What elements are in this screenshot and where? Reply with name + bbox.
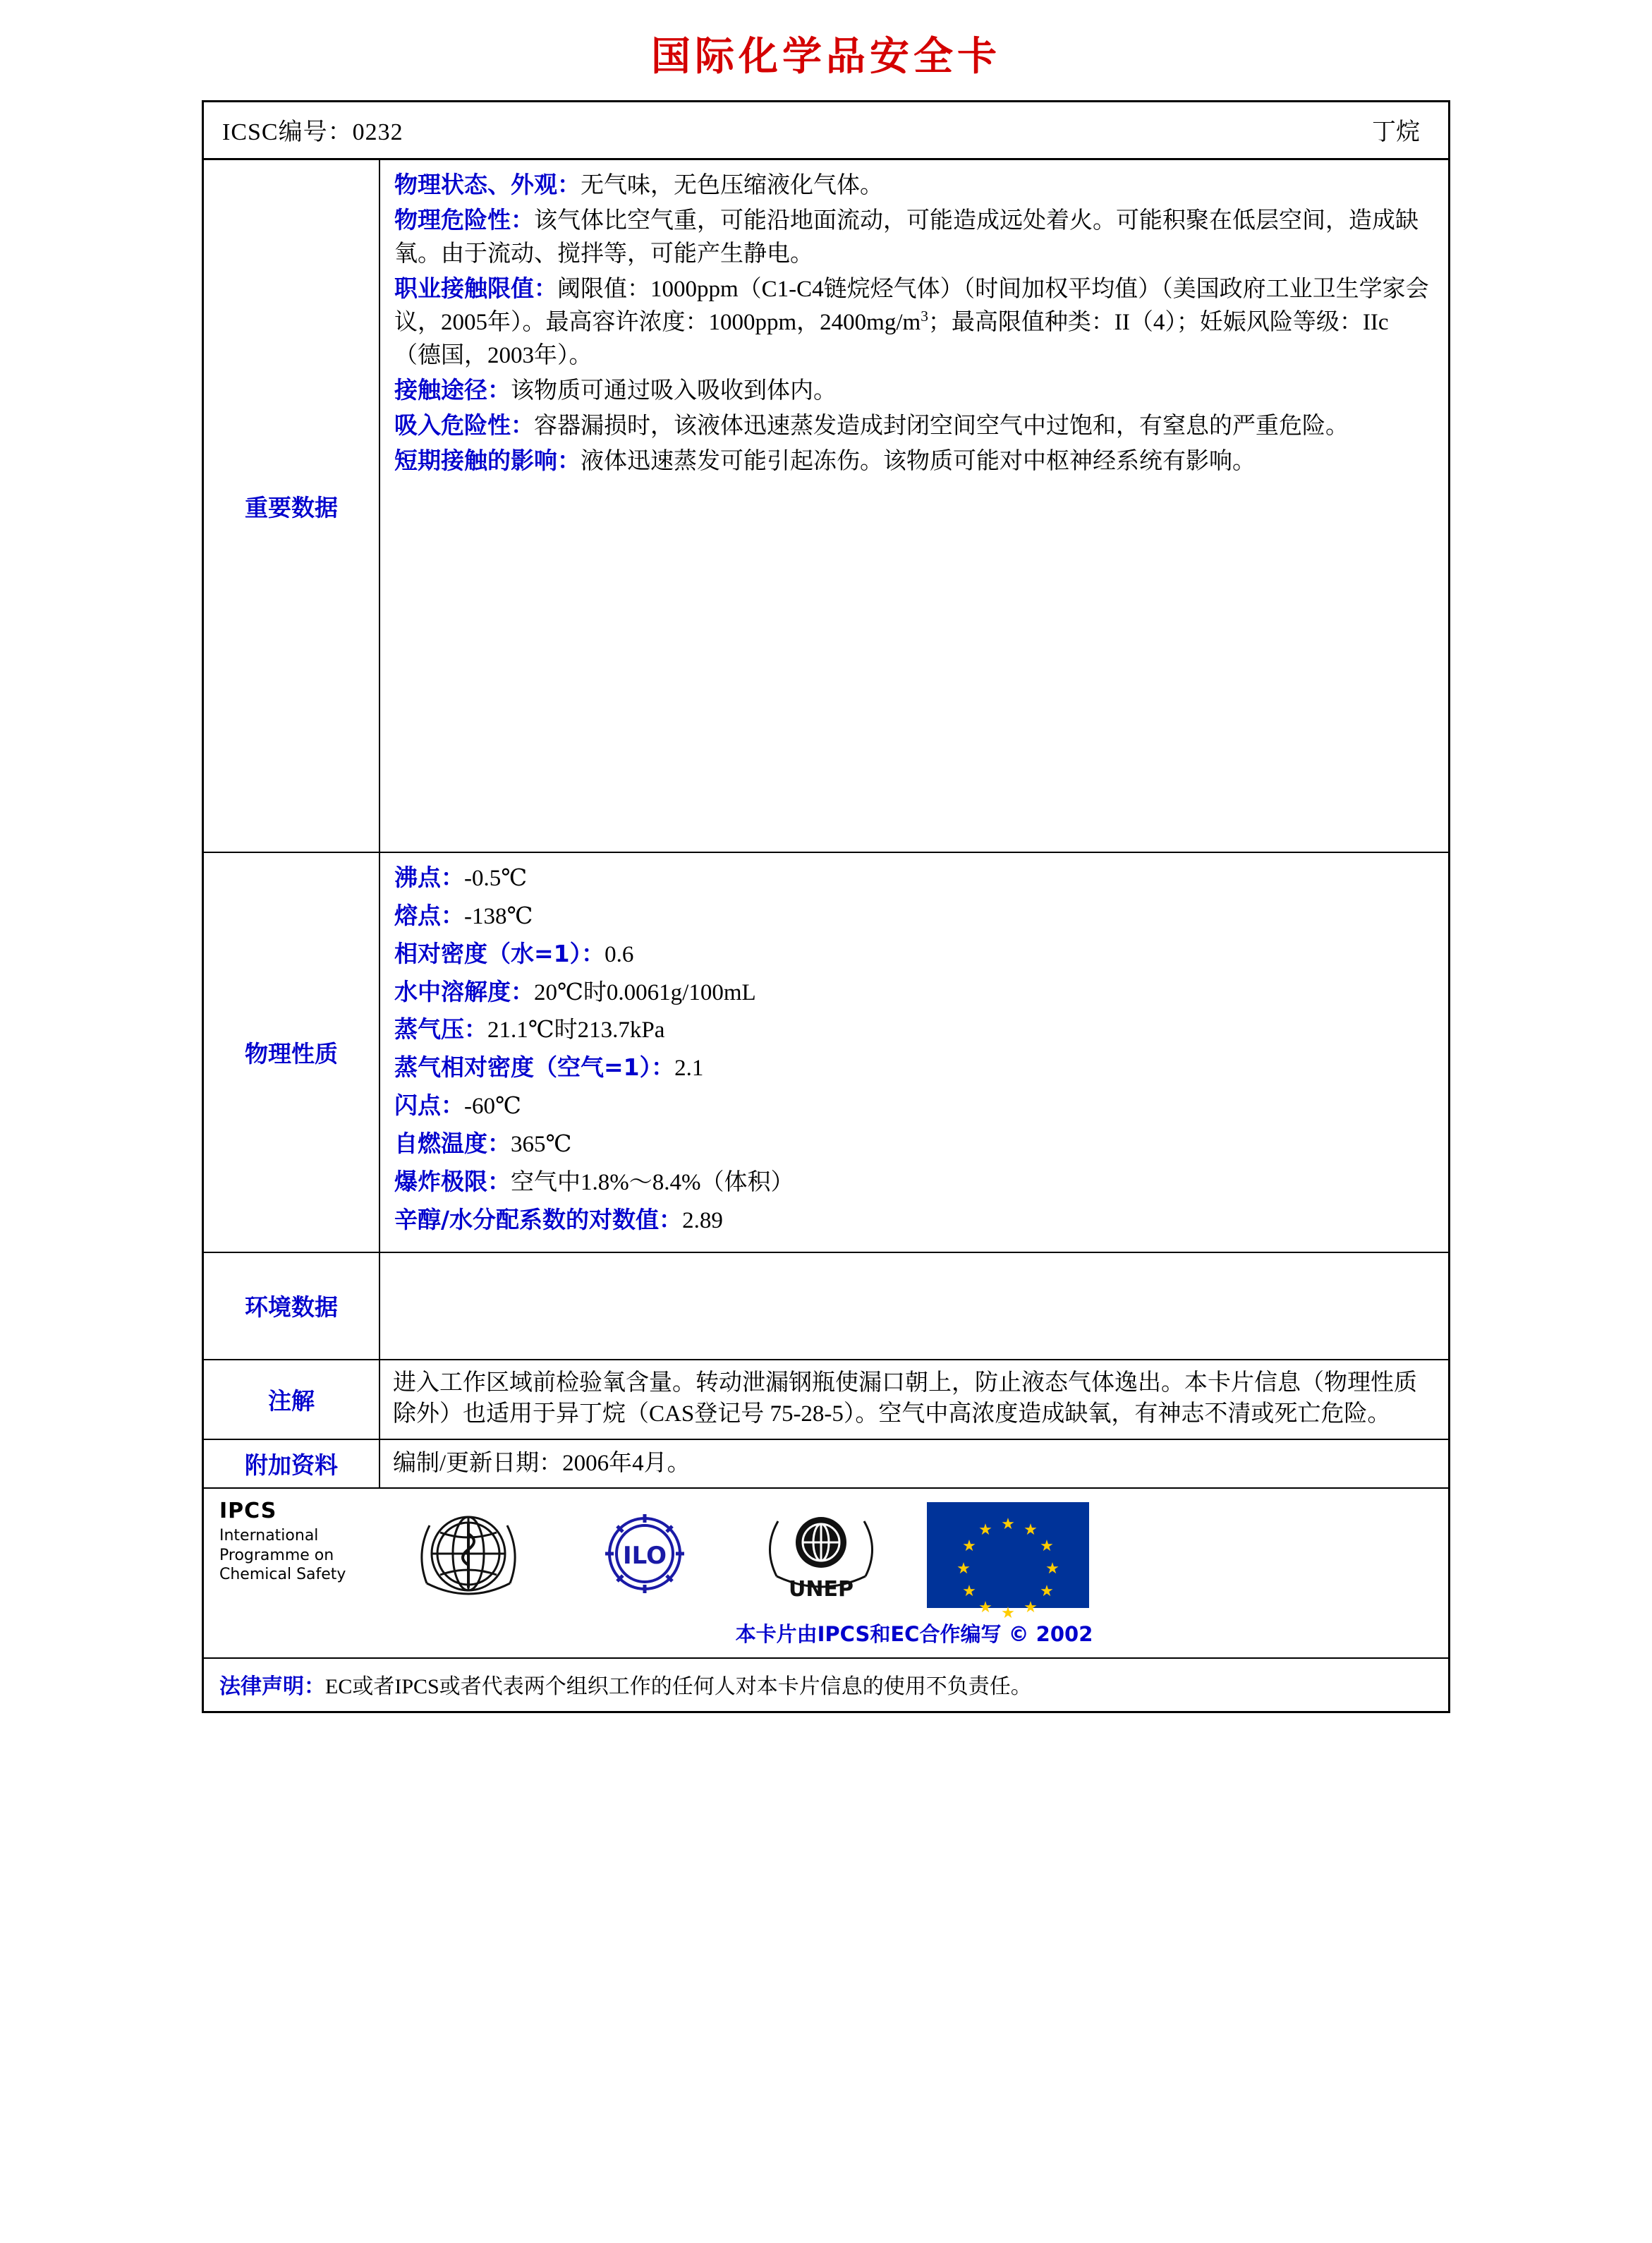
physical-properties-content <box>380 853 1448 1252</box>
prop-boiling-point <box>394 861 1434 895</box>
environmental-data-content <box>380 1253 1448 1359</box>
card-header <box>204 102 1448 160</box>
entry-routes-of-exposure <box>394 374 1434 408</box>
prop-value: 2.1 <box>674 1056 704 1082</box>
footer-logos-and-credit <box>380 1489 1448 1657</box>
legal-notice <box>204 1659 1448 1711</box>
prop-log-pow <box>394 1204 1434 1238</box>
organisation-logos <box>380 1489 1448 1622</box>
who-logo <box>380 1499 557 1612</box>
entry-key: 职业接触限值： <box>394 274 557 302</box>
prop-auto-ignition <box>394 1127 1434 1161</box>
prop-flash-point <box>394 1089 1434 1123</box>
notes-row <box>204 1360 1448 1441</box>
prop-value: 空气中1.8%～8.4%（体积） <box>511 1169 794 1195</box>
prop-key: 熔点： <box>394 901 464 929</box>
prop-key: 蒸气相对密度（空气=1）： <box>394 1053 675 1082</box>
entry-value: 该物质可通过吸入吸收到体内。 <box>511 378 837 404</box>
prop-value: -60℃ <box>464 1094 521 1120</box>
icsc-number-group <box>222 112 403 147</box>
prop-water-solubility <box>394 976 1434 1010</box>
prop-key: 相对密度（水=1）： <box>394 939 605 967</box>
entry-inhalation-risk <box>394 409 1434 443</box>
prop-value: -0.5℃ <box>464 866 528 891</box>
prop-value: 0.6 <box>605 941 634 967</box>
environmental-data-row <box>204 1253 1448 1360</box>
entry-key: 接触途径： <box>394 376 511 404</box>
prop-key: 水中溶解度： <box>394 977 534 1005</box>
legal-notice-text: EC或者IPCS或者代表两个组织工作的任何人对本卡片信息的使用不负责任。 <box>325 1675 1032 1699</box>
entry-key: 物理危险性： <box>394 205 534 234</box>
entry-value: 该气体比空气重，可能沿地面流动，可能造成远处着火。可能积聚在低层空间，造成缺氧。由于流动、搅拌等，可能产生静电。 <box>394 207 1419 267</box>
prop-melting-point <box>394 900 1434 933</box>
prop-key: 沸点： <box>394 864 464 891</box>
prop-relative-density <box>394 938 1434 972</box>
prop-key: 辛醇/水分配系数的对数值： <box>394 1205 683 1233</box>
ilo-logo <box>557 1499 733 1612</box>
icsc-number-value: 0232 <box>352 119 403 145</box>
prop-explosive-limits <box>394 1166 1434 1199</box>
entry-value: 无气味，无色压缩液化气体。 <box>581 173 883 198</box>
prop-vapour-relative-density <box>394 1051 1434 1085</box>
prop-value: 2.89 <box>682 1207 723 1233</box>
entry-value: 容器漏损时，该液体迅速蒸发造成封闭空间空气中过饱和，有窒息的严重危险。 <box>534 413 1349 440</box>
ipcs-identity <box>204 1489 380 1592</box>
unep-logo-text: UNEP <box>789 1577 854 1602</box>
additional-info-content: 编制/更新日期：2006年4月。 <box>393 1451 691 1477</box>
notes-content: 进入工作区域前检验氧含量。转动泄漏钢瓶使漏口朝上，防止液态气体逸出。本卡片信息（物理性质除外）也适用于异丁烷（CAS登记号 75-28-5）。空气中高浓度造成缺氧，有神志不清或死亡危险。 <box>393 1370 1417 1427</box>
physical-properties-label: 物理性质 <box>204 853 380 1252</box>
entry-key: 吸入危险性： <box>394 411 534 440</box>
prop-value: -138℃ <box>464 903 533 929</box>
environmental-data-label: 环境数据 <box>204 1253 380 1359</box>
prop-key: 爆炸极限： <box>394 1167 511 1195</box>
prop-key: 闪点： <box>394 1092 464 1120</box>
ilo-logo-text: ILO <box>622 1542 667 1571</box>
entry-physical-state <box>394 169 1434 202</box>
icsc-number-label: ICSC编号： <box>222 119 353 145</box>
ipcs-full-name: International Programme on Chemical Safety <box>219 1527 346 1584</box>
prop-value: 365℃ <box>511 1132 572 1158</box>
entry-value: 阈限值：1000ppm（C1-C4链烷烃气体）（时间加权平均值）（美国政府工业卫生学家会议，2005年）。最高容许浓度：1000ppm，$2400mg/m^3$；最高限值种类：II（4）；妊娠风险等级：IIc（德国，2003年）。 <box>394 276 1429 369</box>
ipcs-abbreviation: IPCS <box>219 1499 277 1524</box>
prop-value: 21.1℃时213.7kPa <box>487 1017 665 1044</box>
important-data-content <box>380 160 1448 852</box>
chemical-name: 丁烷 <box>1372 119 1420 145</box>
legal-notice-label: 法律声明： <box>219 1674 325 1700</box>
entry-short-term-effects <box>394 445 1434 478</box>
eu-flag <box>909 1502 1107 1622</box>
additional-info-row <box>204 1440 1448 1489</box>
entry-key: 短期接触的影响： <box>394 446 581 474</box>
prop-value: 20℃时0.0061g/100mL <box>534 979 756 1005</box>
entry-occupational-limits <box>394 272 1434 373</box>
important-data-row <box>204 160 1448 853</box>
additional-info-label: 附加资料 <box>204 1440 380 1487</box>
unep-logo <box>733 1499 909 1612</box>
eu-flag-field: ★ ★ ★ ★ ★ ★ ★ ★ ★ ★ ★ ★ <box>927 1502 1089 1608</box>
prop-key: 蒸气压： <box>394 1015 487 1044</box>
physical-properties-row <box>204 853 1448 1253</box>
entry-value: 液体迅速蒸发可能引起冻伤。该物质可能对中枢神经系统有影响。 <box>581 448 1256 474</box>
entry-key: 物理状态、外观： <box>394 171 581 198</box>
credit-line: 本卡片由IPCS和EC合作编写 © 2002 <box>735 1622 1093 1647</box>
footer-logo-row <box>204 1489 1448 1659</box>
notes-label: 注解 <box>204 1360 380 1439</box>
icsc-card <box>202 100 1450 1713</box>
entry-physical-hazards <box>394 204 1434 271</box>
important-data-label: 重要数据 <box>204 160 380 852</box>
prop-vapour-pressure <box>394 1013 1434 1047</box>
page-title: 国际化学品安全卡 <box>651 34 1001 80</box>
prop-key: 自燃温度： <box>394 1130 511 1158</box>
